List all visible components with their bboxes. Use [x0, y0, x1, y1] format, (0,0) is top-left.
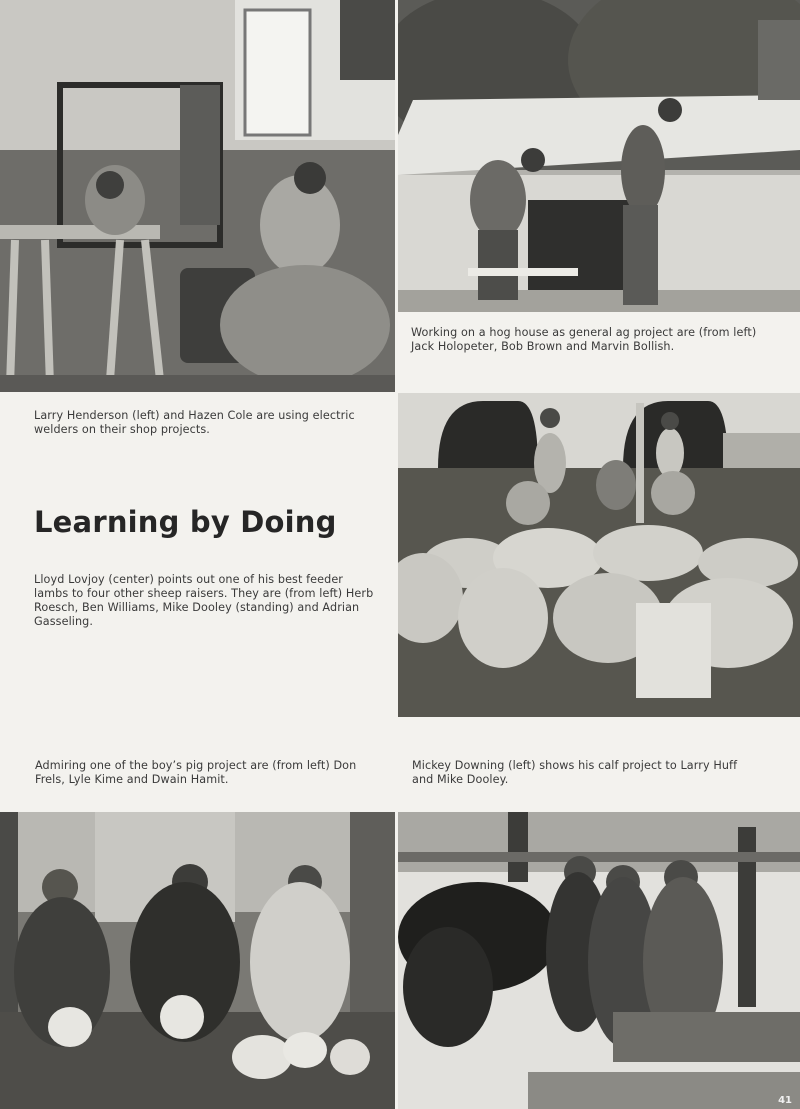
sheep-caption: Lloyd Lovjoy (center) points out one of his best feeder lambs to four other sheep raisers. They are (from left) Herb Roesch, Ben Williams, Mike Dooley (standing) and Adrian Gasseling. [34, 573, 374, 628]
hog-house-construction-photo [398, 0, 800, 312]
pig-project-photo [0, 812, 395, 1109]
page-title: Learning by Doing [34, 505, 337, 539]
welding-shop-photo [0, 0, 395, 392]
pig-caption: Admiring one of the boy’s pig project are (from left) Don Frels, Lyle Kime and Dwain Hamit. [35, 759, 357, 786]
welding-caption: Larry Henderson (left) and Hazen Cole are using electric welders on their shop projects. [34, 409, 355, 436]
page-number: 41 [778, 1095, 792, 1106]
hog-house-caption: Working on a hog house as general ag project are (from left) Jack Holopeter, Bob Brown and Marvin Bollish. [411, 326, 757, 353]
sheep-pen-photo [398, 393, 800, 717]
calf-project-photo [398, 812, 800, 1109]
calf-caption: Mickey Downing (left) shows his calf project to Larry Huff and Mike Dooley. [412, 759, 738, 786]
